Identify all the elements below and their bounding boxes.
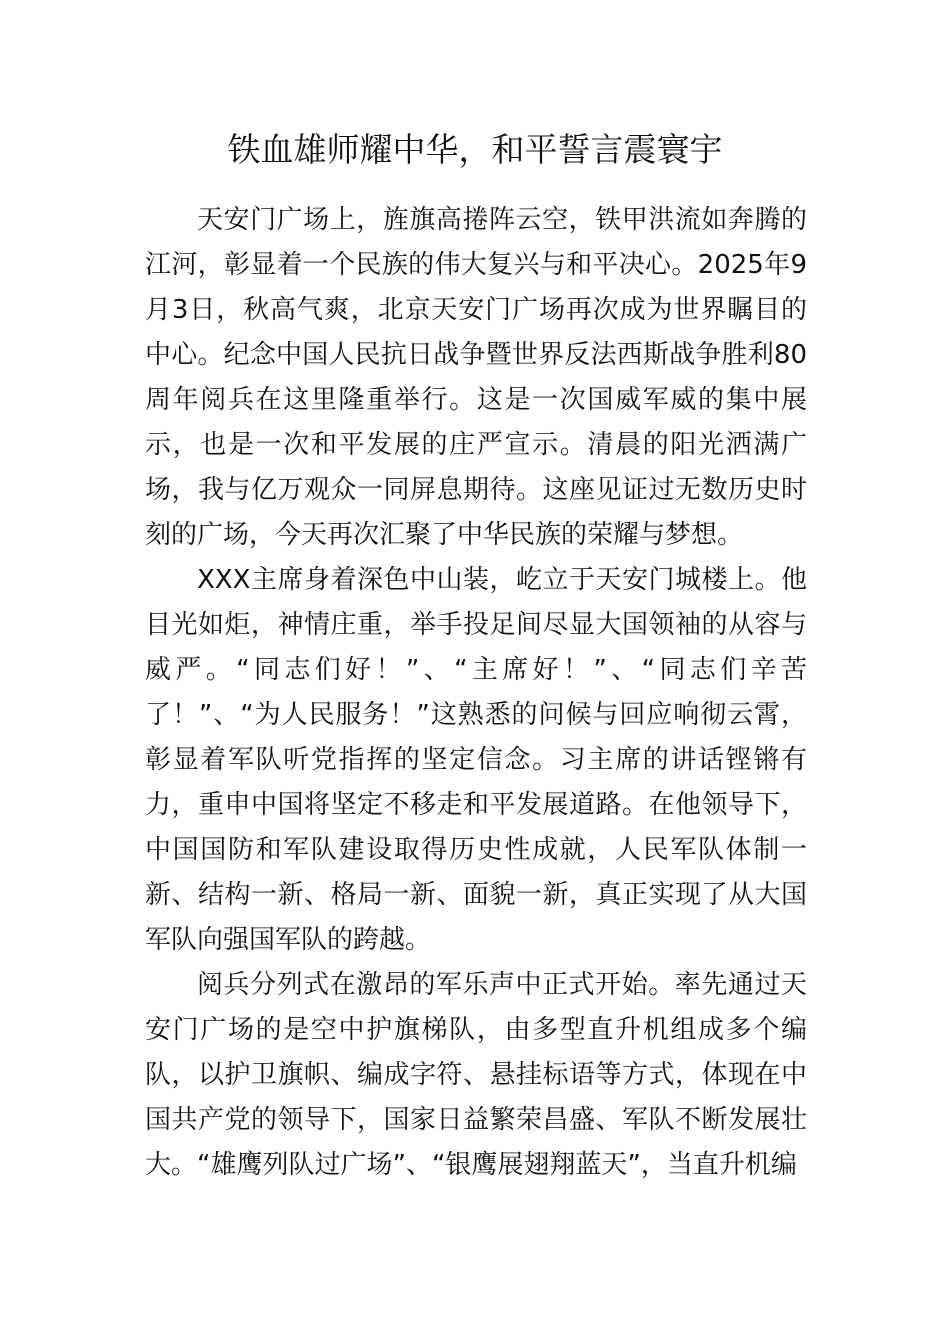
- document-title: 铁血雄师耀中华，和平誓言震寰宇: [227, 130, 723, 169]
- paragraph-2: XXX主席身着深色中山装，屹立于天安门城楼上。他目光如炬，神情庄重，举手投足间尽显大国领袖的从容与威严。“同志们好！”、“主席好！”、“同志们辛苦了！”、“为人民服务！”这熟悉的问候与回应响彻云霄，彰显着军队听党指挥的坚定信念。习主席的讲话铿锵有力，重申中国将坚定不移走和平发展道路。在他领导下，中国国防和军队建设取得历史性成就，人民军队体制一新、结构一新、格局一新、面貌一新，真正实现了从大国军队向强国军队的跨越。: [145, 565, 807, 955]
- document-body: [145, 198, 807, 1188]
- paragraph-1: 天安门广场上，旌旗高捲阵云空，铁甲洪流如奔腾的江河，彰显着一个民族的伟大复兴与和平决心。2025年9月3日，秋高气爽，北京天安门广场再次成为世界瞩目的中心。纪念中国人民抗日战争暨世界反法西斯战争胜利80周年阅兵在这里隆重举行。这是一次国威军威的集中展示，也是一次和平发展的庄严宣示。清晨的阳光洒满广场，我与亿万观众一同屏息期待。这座见证过无数历史时刻的广场，今天再次汇聚了中华民族的荣耀与梦想。: [145, 205, 807, 550]
- paragraph-3: 阅兵分列式在激昂的军乐声中正式开始。率先通过天安门广场的是空中护旗梯队，由多型直升机组成多个编队，以护卫旗帜、编成字符、悬挂标语等方式，体现在中国共产党的领导下，国家日益繁荣昌盛、军队不断发展壮大。“雄鹰列队过广场”、“银鹰展翅翔蓝天”，当直升机编: [145, 970, 807, 1180]
